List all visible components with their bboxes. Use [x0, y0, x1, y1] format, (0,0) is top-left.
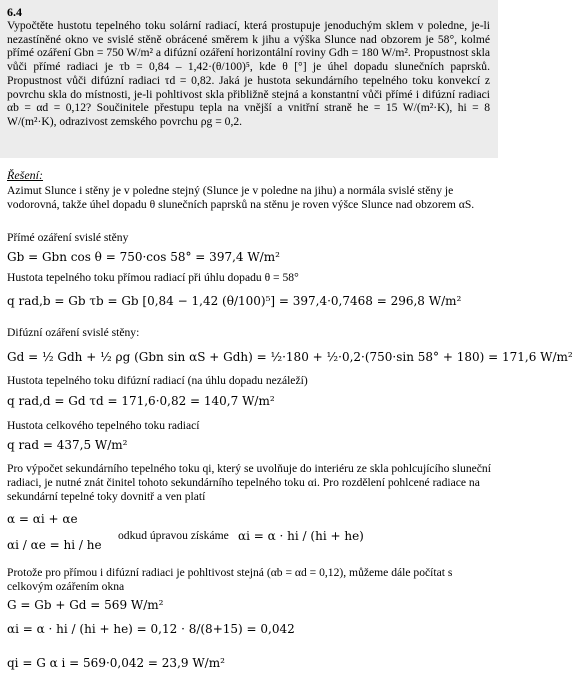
formula-total-flux: q rad = 437,5 W/m²	[7, 438, 128, 452]
direct-irradiance-heading: Přímé ozáření svislé stěny	[7, 231, 129, 244]
formula-absorptance-sum: α = αi + αe	[7, 512, 78, 526]
formula-diffuse-flux: q rad,d = Gd τd = 171,6·0,82 = 140,7 W/m²	[7, 394, 275, 408]
problem-text: Vypočtěte hustotu tepelného toku solární radiací, která prostupuje jenoduchým sklem v poledne, je-li nezastíněné okno ve svislé stěně obrácené směrem k jihu a výška Slunce nad obzorem je 58°, kolmé přímé ozáření Gbn = 750 W/m² a difúzní ozáření horizontální roviny Gdh = 180 W/m². Propustnost skla vůči přímé radiaci je τb = 0,84 – 1,42·(θ/100)⁵, kde θ [°] je úhel dopadu slunečních paprsků. Propustnost vůči difúzní radiaci τd = 0,82. Jaká je hustota sekundárního tepelného toku konvekcí z povrchu skla do místnosti, je-li pohltivost skla přibližně stejná a konstantní vůči přímé i difúzní radiaci αb = αd = 0,12? Součinitele přestupu tepla na vnější a vnitřní straně he = 15 W/(m²·K), hi = 8 W/(m²·K), odrazivost zemského povrchu ρg = 0,2.	[7, 19, 490, 128]
solution-intro: Azimut Slunce i stěny je v poledne stejný (Slunce je v poledne na jihu) a normála svislé stěny je vodorovná, takže úhel dopadu θ slunečních paprsků na stěnu je roven výšce Slunce nad obzorem αS.	[7, 184, 475, 211]
equal-absorptance-paragraph: Protože pro přímou i difúzní radiaci je pohltivost stejná (αb = αd = 0,12), můžeme dále počítat s celkovým ozářením okna	[7, 566, 453, 593]
formula-total-irradiance: G = Gb + Gd = 569 W/m²	[7, 598, 164, 612]
formula-secondary-flux: qi = G α i = 569·0,042 = 23,9 W/m²	[7, 656, 225, 670]
diffuse-flux-heading: Hustota tepelného toku difúzní radiací (na úhlu dopadu nezáleží)	[7, 374, 308, 387]
problem-number: 6.4	[7, 5, 22, 19]
formula-absorptance-inner: αi = α · hi / (hi + he)	[238, 529, 364, 543]
formula-direct-flux: q rad,b = Gb τb = Gb [0,84 − 1,42 (θ/100)⁵] = 397,4·0,7468 = 296,8 W/m²	[7, 294, 462, 308]
secondary-flux-paragraph: Pro výpočet sekundárního tepelného toku qi, který se uvolňuje do interiéru ze skla pohlcujícího sluneční radiaci, je nutné znát činitel tohoto sekundárního tepelného toku αi. Pro rozdělení pohlcené radiace na sekundární tepelné toky dovnitř a ven platí	[7, 462, 491, 503]
derivation-text: odkud úpravou získáme	[118, 529, 229, 542]
diffuse-irradiance-heading: Difúzní ozáření svislé stěny:	[7, 326, 140, 339]
total-flux-heading: Hustota celkového tepelného toku radiací	[7, 419, 200, 432]
solution-heading: Řešení:	[7, 168, 43, 182]
problem-statement-box	[0, 0, 498, 158]
formula-direct-irradiance: Gb = Gbn cos θ = 750·cos 58° = 397,4 W/m²	[7, 250, 280, 264]
formula-absorptance-ratio: αi / αe = hi / he	[7, 538, 102, 552]
direct-flux-heading: Hustota tepelného toku přímou radiací při úhlu dopadu θ = 58°	[7, 271, 299, 284]
formula-diffuse-irradiance: Gd = ½ Gdh + ½ ρg (Gbn sin αS + Gdh) = ½·180 + ½·0,2·(750·sin 58° + 180) = 171,6 W/m²	[7, 350, 573, 364]
formula-alpha-i-value: αi = α · hi / (hi + he) = 0,12 · 8/(8+15) = 0,042	[7, 622, 295, 636]
